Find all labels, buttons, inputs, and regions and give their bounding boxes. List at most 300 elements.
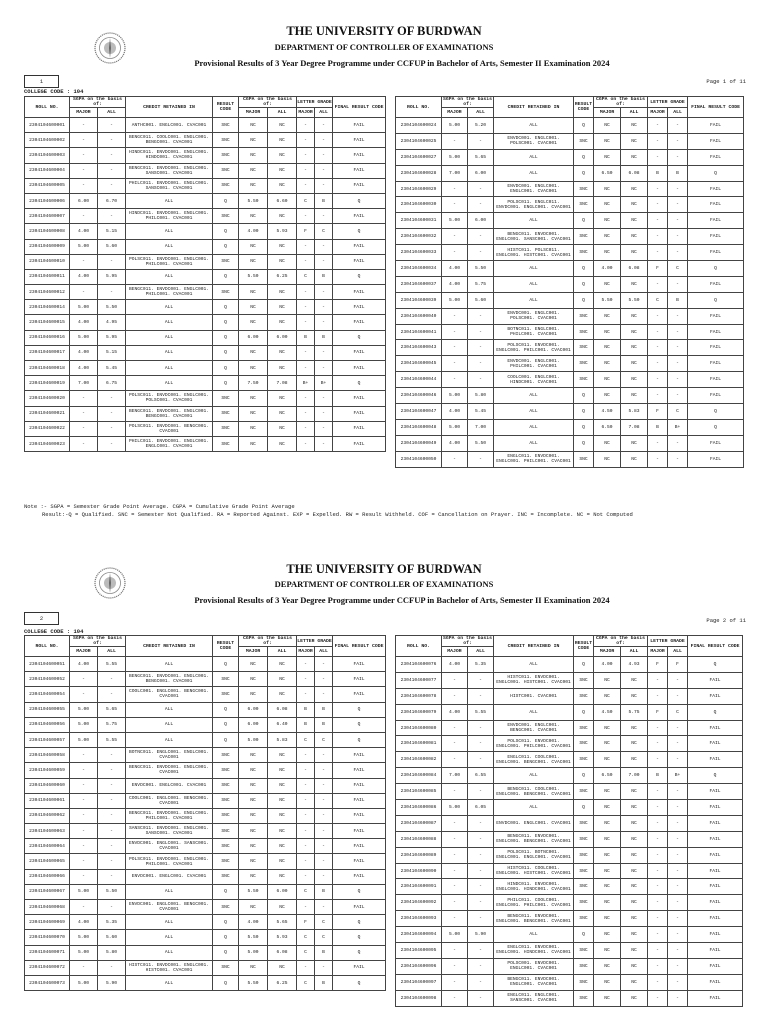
- sgpa-all-cell: -: [468, 340, 494, 356]
- col-sgpa-major: MAJOR: [442, 108, 468, 118]
- credit-retained-cell: ENVDC001. ENGLC001. PHILC001. CVAC001: [494, 356, 574, 372]
- col-sgpa: SGPA on the basis of:: [443, 636, 492, 646]
- roll-no-cell: 2304104600092: [396, 895, 442, 911]
- credit-retained-cell: COOLC001. ENGLC001. BENGC001. CVAC001: [126, 687, 213, 702]
- final-result-cell: FAIL: [688, 800, 743, 816]
- table-row: [396, 990, 743, 1006]
- col-cgpa-all: ALL: [621, 108, 648, 118]
- grade-all-cell: -: [315, 854, 333, 869]
- cgpa-all-cell: 6.25: [268, 269, 297, 284]
- cgpa-major-cell: NC: [239, 285, 268, 300]
- credit-retained-cell: ALL: [126, 657, 213, 672]
- sgpa-major-cell: 4.00: [70, 915, 98, 930]
- sgpa-major-cell: -: [70, 808, 98, 823]
- cgpa-all-cell: NC: [621, 863, 648, 879]
- sgpa-all-cell: 5.15: [98, 224, 126, 239]
- credit-retained-cell: ALL: [126, 884, 213, 899]
- roll-no-cell: 2304104600045: [396, 356, 442, 372]
- grade-major-cell: B+: [297, 376, 315, 391]
- credit-retained-cell: ALL: [494, 213, 574, 229]
- result-code-cell: SNC: [213, 178, 239, 193]
- sgpa-major-cell: 4.00: [70, 269, 98, 284]
- cgpa-all-cell: NC: [621, 197, 648, 213]
- credit-retained-cell: ENVDC001. ENGLC001. POLSC001. CVAC001: [494, 133, 574, 149]
- sgpa-all-cell: -: [98, 839, 126, 854]
- sgpa-major-cell: -: [442, 181, 468, 197]
- sgpa-all-cell: 5.95: [98, 269, 126, 284]
- cgpa-all-cell: NC: [268, 391, 297, 406]
- sgpa-major-cell: 5.00: [70, 732, 98, 747]
- sgpa-all-cell: 5.65: [98, 702, 126, 717]
- roll-no-cell: 2304104600006: [25, 193, 70, 208]
- cgpa-major-cell: 5.50: [239, 884, 268, 899]
- result-code-cell: SNC: [213, 421, 239, 436]
- cgpa-all-cell: NC: [621, 372, 648, 388]
- roll-no-cell: 2304104600043: [396, 340, 442, 356]
- cgpa-major-cell: NC: [594, 784, 621, 800]
- sgpa-all-cell: -: [468, 895, 494, 911]
- result-code-cell: Q: [574, 213, 594, 229]
- grade-major-cell: -: [648, 133, 668, 149]
- sgpa-all-cell: -: [98, 436, 126, 451]
- cgpa-all-cell: NC: [621, 815, 648, 831]
- final-result-cell: FAIL: [688, 435, 744, 451]
- note-line-1: Note :- SGPA = Semester Grade Point Average. CGPA = Cumulative Grade Point Average: [24, 503, 295, 510]
- sgpa-major-cell: 4.00: [70, 224, 98, 239]
- result-code-cell: SNC: [574, 847, 594, 863]
- final-result-cell: FAIL: [333, 163, 386, 178]
- credit-retained-cell: ENVDC001. ENGLC001. POLSC001. CVAC001: [494, 308, 574, 324]
- roll-no-cell: 2304104600005: [25, 178, 70, 193]
- grade-all-cell: -: [315, 406, 333, 421]
- roll-no-cell: 2304104600063: [25, 824, 70, 839]
- roll-no-cell: 2304104600023: [25, 436, 70, 451]
- cgpa-major-cell: 4.50: [594, 404, 621, 420]
- result-code-cell: SNC: [213, 778, 239, 793]
- department-title: DEPARTMENT OF CONTROLLER OF EXAMINATIONS: [274, 579, 494, 589]
- result-code-cell: Q: [574, 404, 594, 420]
- credit-retained-cell: PHILC011. ENVDC001. ENGLC001. ENGLC001. CVAC001: [126, 436, 213, 451]
- cgpa-all-cell: NC: [621, 435, 648, 451]
- result-code-cell: SNC: [574, 324, 594, 340]
- sgpa-all-cell: 5.35: [468, 657, 494, 673]
- result-code-cell: SNC: [574, 372, 594, 388]
- sgpa-all-cell: 6.75: [98, 376, 126, 391]
- roll-no-cell: 2304104600081: [396, 736, 442, 752]
- final-result-cell: Q: [333, 732, 386, 747]
- sgpa-all-cell: -: [468, 688, 494, 704]
- grade-all-cell: -: [315, 239, 333, 254]
- result-code-cell: Q: [213, 345, 239, 360]
- sgpa-all-cell: -: [98, 869, 126, 884]
- page-of-label: Page 2 of 11: [706, 617, 746, 624]
- grade-major-cell: -: [648, 276, 668, 292]
- col-credit: CREDIT RETAINED IN: [126, 97, 213, 118]
- grade-major-cell: -: [297, 361, 315, 376]
- provisional-results-title: Provisional Results of 3 Year Degree Programme under CCFUP in Bachelor of Arts, Semester II Examination 2024: [194, 58, 610, 68]
- result-code-cell: SNC: [574, 197, 594, 213]
- col-sgpa: SGPA on the basis of:: [70, 636, 126, 647]
- table-row: [396, 276, 744, 292]
- result-code-cell: Q: [574, 149, 594, 165]
- cgpa-all-cell: 6.40: [268, 717, 297, 732]
- sgpa-all-cell: -: [468, 943, 494, 959]
- table-row: [25, 376, 386, 391]
- sgpa-all-cell: -: [468, 736, 494, 752]
- grade-all-cell: C: [668, 261, 688, 277]
- grade-all-cell: B: [315, 193, 333, 208]
- sgpa-all-cell: -: [98, 763, 126, 778]
- cgpa-all-cell: 7.08: [268, 376, 297, 391]
- sgpa-all-cell: 7.00: [468, 419, 494, 435]
- roll-no-cell: 2304104600082: [396, 752, 442, 768]
- credit-retained-cell: ALL: [126, 239, 213, 254]
- cgpa-all-cell: NC: [621, 213, 648, 229]
- roll-no-cell: 2304104600093: [396, 911, 442, 927]
- cgpa-major-cell: NC: [594, 276, 621, 292]
- cgpa-major-cell: NC: [594, 356, 621, 372]
- credit-retained-cell: BENGC011. ENVDC001. ENGLC001. CVAC001: [126, 763, 213, 778]
- credit-retained-cell: ALL: [494, 149, 574, 165]
- table-row: [25, 869, 386, 884]
- table-row: [25, 436, 386, 451]
- cgpa-major-cell: NC: [594, 451, 621, 467]
- final-result-cell: FAIL: [688, 672, 743, 688]
- col-result-code: RESULT CODE: [574, 636, 594, 657]
- sgpa-major-cell: 7.00: [70, 376, 98, 391]
- result-code-cell: Q: [213, 702, 239, 717]
- table-row: [396, 324, 744, 340]
- grade-major-cell: -: [297, 391, 315, 406]
- sgpa-major-cell: -: [70, 672, 98, 687]
- cgpa-major-cell: 4.50: [594, 704, 621, 720]
- roll-no-cell: 2304104600025: [396, 133, 442, 149]
- university-title: THE UNIVERSITY OF BURDWAN: [286, 24, 482, 38]
- sgpa-major-cell: -: [70, 285, 98, 300]
- roll-no-cell: 2304104600076: [396, 657, 442, 673]
- table-row: [396, 149, 744, 165]
- result-code-cell: Q: [213, 930, 239, 945]
- credit-retained-cell: ALL: [126, 702, 213, 717]
- grade-major-cell: C: [297, 193, 315, 208]
- cgpa-major-cell: NC: [239, 854, 268, 869]
- cgpa-major-cell: NC: [594, 118, 621, 134]
- result-code-cell: SNC: [574, 990, 594, 1006]
- credit-retained-cell: HISTC011. ENVDC001. ENGLC001. HISTC001. CVAC001: [494, 672, 574, 688]
- cgpa-major-cell: NC: [239, 657, 268, 672]
- sgpa-all-cell: -: [468, 752, 494, 768]
- final-result-cell: Q: [333, 224, 386, 239]
- sgpa-major-cell: -: [442, 863, 468, 879]
- final-result-cell: FAIL: [688, 372, 744, 388]
- credit-retained-cell: ALL: [494, 165, 574, 181]
- sgpa-all-cell: -: [98, 960, 126, 975]
- grade-all-cell: -: [315, 839, 333, 854]
- result-code-cell: SNC: [574, 308, 594, 324]
- roll-no-cell: 2304104600044: [396, 372, 442, 388]
- grade-all-cell: B: [315, 945, 333, 960]
- cgpa-all-cell: NC: [621, 784, 648, 800]
- cgpa-all-cell: NC: [621, 388, 648, 404]
- credit-retained-cell: ALL: [494, 657, 574, 673]
- roll-no-cell: 2304104600007: [25, 209, 70, 224]
- grade-major-cell: -: [297, 436, 315, 451]
- cgpa-major-cell: NC: [239, 900, 268, 915]
- cgpa-all-cell: NC: [621, 245, 648, 261]
- sgpa-major-cell: 5.00: [70, 300, 98, 315]
- grade-major-cell: -: [648, 308, 668, 324]
- final-result-cell: FAIL: [333, 869, 386, 884]
- cgpa-all-cell: NC: [621, 149, 648, 165]
- sgpa-major-cell: -: [442, 752, 468, 768]
- sgpa-major-cell: -: [70, 436, 98, 451]
- sgpa-major-cell: -: [442, 451, 468, 467]
- grade-all-cell: -: [315, 657, 333, 672]
- grade-major-cell: C: [297, 732, 315, 747]
- roll-no-cell: 2304104600094: [396, 927, 442, 943]
- cgpa-major-cell: NC: [239, 421, 268, 436]
- grade-major-cell: -: [648, 863, 668, 879]
- result-code-cell: SNC: [213, 285, 239, 300]
- table-row: [25, 778, 386, 793]
- grade-major-cell: B: [648, 768, 668, 784]
- result-code-cell: SNC: [213, 209, 239, 224]
- grade-all-cell: -: [315, 960, 333, 975]
- result-code-cell: Q: [574, 768, 594, 784]
- cgpa-major-cell: 5.00: [239, 945, 268, 960]
- sgpa-all-cell: 5.60: [98, 239, 126, 254]
- grade-major-cell: -: [648, 340, 668, 356]
- grade-all-cell: -: [668, 895, 688, 911]
- result-code-cell: Q: [574, 704, 594, 720]
- credit-retained-cell: ENGLC011. ENVDC001. ENGLC001. HINDC001. CVAC001: [494, 943, 574, 959]
- final-result-cell: FAIL: [688, 815, 743, 831]
- sgpa-all-cell: -: [98, 209, 126, 224]
- credit-retained-cell: ALL: [126, 717, 213, 732]
- cgpa-major-cell: 5.50: [239, 193, 268, 208]
- grade-major-cell: -: [648, 800, 668, 816]
- cgpa-all-cell: NC: [621, 736, 648, 752]
- table-row: [396, 308, 744, 324]
- grade-all-cell: -: [315, 391, 333, 406]
- provisional-results-title: Provisional Results of 3 Year Degree Programme under CCFUP in Bachelor of Arts, Semester II Examination 2024: [194, 595, 610, 605]
- sgpa-major-cell: 5.00: [442, 213, 468, 229]
- sgpa-all-cell: -: [98, 854, 126, 869]
- cgpa-major-cell: NC: [594, 752, 621, 768]
- credit-retained-cell: BENGC011. ENVDC001. ENGLC001. BENGC001. CVAC001: [126, 672, 213, 687]
- grade-major-cell: F: [648, 704, 668, 720]
- grade-all-cell: B+: [315, 376, 333, 391]
- roll-no-cell: 2304104600054: [25, 687, 70, 702]
- roll-no-cell: 2304104600037: [396, 276, 442, 292]
- table-row: [396, 165, 744, 181]
- cgpa-all-cell: 4.93: [621, 657, 648, 673]
- result-code-cell: SNC: [213, 763, 239, 778]
- credit-retained-cell: ALL: [494, 118, 574, 134]
- sgpa-all-cell: 5.90: [98, 975, 126, 990]
- result-code-cell: Q: [574, 261, 594, 277]
- final-result-cell: FAIL: [333, 300, 386, 315]
- cgpa-major-cell: NC: [239, 133, 268, 148]
- cgpa-major-cell: NC: [239, 808, 268, 823]
- roll-no-cell: 2304104600061: [25, 793, 70, 808]
- sgpa-all-cell: -: [468, 133, 494, 149]
- grade-major-cell: B: [648, 419, 668, 435]
- roll-no-cell: 2304104600014: [25, 300, 70, 315]
- sgpa-all-cell: -: [468, 863, 494, 879]
- credit-retained-cell: ALL: [126, 930, 213, 945]
- credit-retained-cell: ENVDC001. ENGLC001. SANSC001. CVAC001: [126, 839, 213, 854]
- roll-no-cell: 2304104600072: [25, 960, 70, 975]
- col-sgpa-major: MAJOR: [70, 647, 98, 657]
- col-grade-all: ALL: [315, 108, 333, 118]
- grade-all-cell: -: [668, 688, 688, 704]
- result-code-cell: SNC: [213, 391, 239, 406]
- col-cgpa-major: MAJOR: [239, 108, 268, 118]
- roll-no-cell: 2304104600084: [396, 768, 442, 784]
- grade-all-cell: -: [315, 300, 333, 315]
- grade-major-cell: -: [648, 847, 668, 863]
- cgpa-major-cell: 5.50: [239, 930, 268, 945]
- result-code-cell: Q: [574, 118, 594, 134]
- final-result-cell: FAIL: [688, 831, 743, 847]
- sgpa-major-cell: -: [442, 672, 468, 688]
- roll-no-cell: 2304104600019: [25, 376, 70, 391]
- sgpa-major-cell: 4.00: [442, 276, 468, 292]
- result-code-cell: Q: [213, 717, 239, 732]
- result-code-cell: Q: [574, 165, 594, 181]
- result-code-cell: SNC: [574, 672, 594, 688]
- col-sgpa: SGPA on the basis of:: [70, 97, 126, 108]
- final-result-cell: Q: [333, 330, 386, 345]
- roll-no-cell: 2304104600070: [25, 930, 70, 945]
- roll-no-cell: 2304104600040: [396, 308, 442, 324]
- grade-all-cell: -: [315, 869, 333, 884]
- grade-major-cell: -: [648, 784, 668, 800]
- cgpa-major-cell: NC: [239, 960, 268, 975]
- cgpa-all-cell: NC: [621, 308, 648, 324]
- result-code-cell: SNC: [213, 406, 239, 421]
- sgpa-major-cell: 5.00: [442, 419, 468, 435]
- credit-retained-cell: COOLC001. ENGLC001. BENGC001. CVAC001: [126, 793, 213, 808]
- sgpa-major-cell: -: [442, 815, 468, 831]
- table-row: [25, 975, 386, 990]
- final-result-cell: FAIL: [688, 879, 743, 895]
- result-code-cell: Q: [213, 239, 239, 254]
- table-row: [396, 688, 743, 704]
- cgpa-major-cell: NC: [594, 245, 621, 261]
- credit-retained-cell: HINDC011. ENVDC001. ENGLC001. PHILC001. CVAC001: [126, 209, 213, 224]
- grade-major-cell: -: [648, 388, 668, 404]
- sgpa-all-cell: -: [98, 778, 126, 793]
- cgpa-major-cell: NC: [239, 361, 268, 376]
- final-result-cell: FAIL: [333, 421, 386, 436]
- sgpa-major-cell: -: [70, 133, 98, 148]
- sgpa-all-cell: -: [468, 720, 494, 736]
- col-result-code: RESULT CODE: [213, 97, 239, 118]
- grade-all-cell: B+: [668, 419, 688, 435]
- result-code-cell: SNC: [574, 831, 594, 847]
- final-result-cell: Q: [688, 165, 744, 181]
- final-result-cell: FAIL: [688, 911, 743, 927]
- sgpa-major-cell: 5.00: [70, 930, 98, 945]
- result-code-cell: SNC: [213, 254, 239, 269]
- sgpa-major-cell: -: [70, 406, 98, 421]
- grade-all-cell: B: [668, 292, 688, 308]
- cgpa-all-cell: NC: [268, 148, 297, 163]
- sgpa-all-cell: -: [98, 391, 126, 406]
- result-code-cell: Q: [574, 435, 594, 451]
- cgpa-all-cell: NC: [268, 163, 297, 178]
- grade-major-cell: -: [297, 254, 315, 269]
- grade-major-cell: B: [297, 330, 315, 345]
- table-row: [25, 391, 386, 406]
- cgpa-major-cell: NC: [239, 436, 268, 451]
- cgpa-all-cell: 5.50: [621, 292, 648, 308]
- final-result-cell: FAIL: [333, 824, 386, 839]
- table-row: [396, 672, 743, 688]
- credit-retained-cell: ALL: [494, 388, 574, 404]
- grade-major-cell: C: [297, 884, 315, 899]
- roll-no-cell: 2304104600033: [396, 245, 442, 261]
- final-result-cell: Q: [688, 419, 744, 435]
- results-table-right: [395, 635, 743, 1007]
- final-result-cell: FAIL: [688, 863, 743, 879]
- final-result-cell: FAIL: [333, 672, 386, 687]
- cgpa-major-cell: NC: [594, 736, 621, 752]
- sgpa-major-cell: -: [70, 687, 98, 702]
- credit-retained-cell: POLSC011. BOTNC001. ENGLC001. ENGLC001. CVAC001: [494, 847, 574, 863]
- roll-no-cell: 2304104600086: [396, 800, 442, 816]
- result-code-cell: Q: [574, 292, 594, 308]
- cgpa-all-cell: NC: [621, 800, 648, 816]
- sgpa-all-cell: 5.55: [98, 657, 126, 672]
- grade-major-cell: -: [648, 895, 668, 911]
- sgpa-all-cell: -: [468, 372, 494, 388]
- final-result-cell: FAIL: [333, 808, 386, 823]
- result-code-cell: SNC: [213, 900, 239, 915]
- grade-major-cell: -: [297, 960, 315, 975]
- grade-major-cell: -: [297, 657, 315, 672]
- final-result-cell: FAIL: [688, 118, 744, 134]
- credit-retained-cell: ALL: [126, 975, 213, 990]
- cgpa-all-cell: NC: [621, 879, 648, 895]
- sgpa-major-cell: -: [442, 308, 468, 324]
- final-result-cell: Q: [688, 657, 743, 673]
- final-result-cell: FAIL: [333, 239, 386, 254]
- cgpa-major-cell: 6.00: [239, 717, 268, 732]
- cgpa-major-cell: NC: [239, 148, 268, 163]
- table-row: [25, 224, 386, 239]
- table-row: [25, 915, 386, 930]
- credit-retained-cell: ALL: [126, 193, 213, 208]
- final-result-cell: FAIL: [688, 133, 744, 149]
- grade-major-cell: C: [297, 269, 315, 284]
- final-result-cell: FAIL: [688, 324, 744, 340]
- credit-retained-cell: PHILC011. COOLC001. ENGLC001. PHILC001. CVAC001: [494, 895, 574, 911]
- cgpa-all-cell: 6.25: [268, 975, 297, 990]
- sgpa-major-cell: -: [442, 911, 468, 927]
- sgpa-all-cell: 4.95: [98, 315, 126, 330]
- result-code-cell: SNC: [574, 133, 594, 149]
- grade-all-cell: -: [668, 927, 688, 943]
- col-grade-major: MAJOR: [297, 108, 315, 118]
- university-title: THE UNIVERSITY OF BURDWAN: [286, 562, 482, 576]
- roll-no-cell: 2304104600029: [396, 181, 442, 197]
- cgpa-all-cell: NC: [621, 911, 648, 927]
- roll-no-cell: 2304104600091: [396, 879, 442, 895]
- sgpa-major-cell: -: [70, 748, 98, 763]
